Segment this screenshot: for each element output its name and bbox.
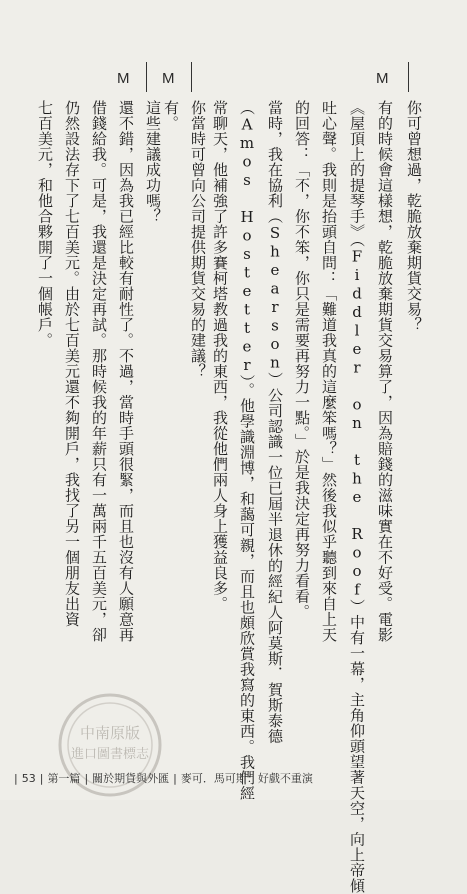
- text-column: 常聊天，他補強了許多賽柯塔教過我的東西，我從他們兩人身上獲益良多。: [211, 100, 229, 612]
- footer-section: 關於期貨與外匯: [92, 772, 170, 785]
- text-column: 借錢給我。可是，我還是決定再試。那時候我的年薪只有一萬兩千五百美元，卻: [90, 100, 108, 643]
- text-column: 有。: [162, 100, 180, 131]
- speaker-m: M: [162, 70, 175, 87]
- question-dash: [191, 62, 192, 92]
- text-column: 吐心聲。我則是抬頭自問：「難道我真的這麼笨嗎？」然後我似乎聽到來自上天: [320, 100, 338, 643]
- text-column: 的回答：「不，你不笨，你只是需要再努力一點。」於是我決定再努力看看。: [293, 100, 311, 620]
- footer-chapter: 麥可．馬可斯：好戲不重演: [180, 772, 313, 785]
- text-column: 當時，我在協利（Shearson）公司認識一位已屆半退休的經紀人阿莫斯．賀斯泰德: [266, 100, 284, 744]
- text-column: （Amos Hostetter）。他學識淵博，和藹可親，而且也頗欣賞我寫的東西。我們經: [238, 100, 256, 801]
- stamp-line-2: 進口圖書標志: [70, 747, 150, 762]
- speaker-m: M: [376, 70, 389, 87]
- text-column: 有的時候會這樣想，乾脆放棄期貨交易算了，因為賠錢的滋味實在不好受。電影: [376, 100, 394, 643]
- question-dash: [146, 62, 147, 92]
- text-column: 你可曾想過，乾脆放棄期貨交易？: [405, 100, 423, 333]
- page-footer: | 53 | 第一篇 | 關於期貨與外匯 | 麥可．馬可斯：好戲不重演: [14, 772, 313, 785]
- stamp-line-1: 中南原版: [79, 724, 141, 742]
- question-dash: [408, 62, 409, 92]
- text-column: 這些建議成功嗎？: [144, 100, 162, 224]
- text-column: 還不錯，因為我已經比較有耐性了。不過，當時手頭很緊，而且也沒有人願意再: [117, 100, 135, 643]
- speaker-m: M: [117, 70, 130, 87]
- footer-part: 第一篇: [47, 772, 81, 785]
- page-number: 53: [21, 772, 36, 785]
- text-column: 你當時可曾向公司提供期貨交易的建議？: [189, 100, 207, 379]
- text-column: 仍然設法存下了七百美元。由於七百美元還不夠開戶，我找了另一個朋友出資: [63, 100, 81, 627]
- text-column: 七百美元，和他合夥開了一個帳戶。: [36, 100, 54, 348]
- text-column: 《屋頂上的提琴手》（Fiddler on the Roof）中有一幕，主角仰頭望著天空，向上帝傾: [348, 100, 366, 894]
